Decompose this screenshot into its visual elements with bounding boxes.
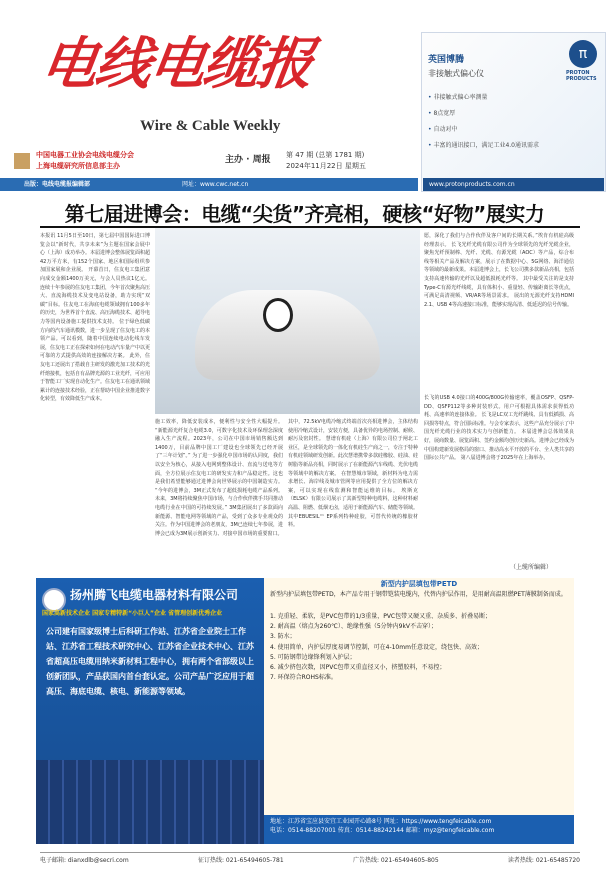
site-url[interactable]: 网址：www.cwc.net.cn <box>181 181 249 188</box>
ad-company-tagline: 国家高新技术企业 国家专精特新“小巨人”企业 省管理创新优秀企业 <box>42 610 223 617</box>
ad-product-feature: 6. 减少挤包次数，因PVC包带又重直径又小，挤塑胶料，不易控； <box>270 664 446 672</box>
ad-contact <box>264 815 574 844</box>
ad-title: 非接触式偏心仪 <box>428 69 484 78</box>
footer-subscription-phone: 征订热线: 021-65494605-781 <box>197 857 284 864</box>
sponsor-seal-icon <box>14 153 30 169</box>
ad-product-title: 新型内护层填包带PETD <box>380 580 458 588</box>
article-text: 愿，深化了我们与合作伙伴及客户间的长期关系。”埃肯有机硅高级经理表示。 长飞光纤光缆有限公司作为全球领先的光纤光缆企业，聚焦光纤预制棒、光纤、光缆、有源光缆（AOC）等产品，综合布线等相关产品及解决方案，展示了在数据中心、5G网络、海洋通信等领域的最新成果。本届进博会上，长飞公司携多款新品亮相，包括支持高速传输的光纤以及超低损耗光纤等。 其中最受关注的是支持Type-C有源光纤线缆，具有体积小、重量轻、传输距离长等优点，可满足高清视频、VR/AR等场景需求。 展出的无源光纤支持HDMI 2.1、USB 4等高速接口标准，能够实现高清、低延迟的信号传输。 <box>424 233 574 308</box>
article-column-5 <box>424 394 574 562</box>
ad-contact-line: 电话：0514-88207001 传真：0514-88242144 邮箱：myz@tengfeicable.com <box>270 827 495 834</box>
ad-product-feature: 1. 克重轻、柔软，是PVC包带的1/3重量，PVC包带又硬又重、杂质多、折叠易断； <box>270 613 492 620</box>
headline: 第七届进博会：电缆“尖货”齐亮相，硬核“好物”展实力 <box>64 202 545 226</box>
masthead <box>0 0 400 200</box>
publisher-label: 出版：电线电缆报编辑部 <box>24 181 91 188</box>
ad-brand: 英国博腾 <box>428 55 465 65</box>
ad-company-name: 扬州腾飞电缆电器材料有限公司 <box>70 588 239 602</box>
ad-features <box>428 90 539 154</box>
article-column-1 <box>40 232 150 572</box>
ad-product-feature: 5. 可防钢带边缘锋利划入护层； <box>270 653 356 661</box>
ad-feature: • 8点宽厚 <box>428 106 539 122</box>
address-bar <box>0 178 418 191</box>
newspaper-logo: 电线电缆报 <box>36 31 317 97</box>
sponsor-lines <box>36 150 134 172</box>
article-text: 其中，72.5kV电缆冷缩式终端首次亮相进博会，主体结构使用冷缩式设计，安装方便，具备优异的电场控制、耐候、耐污及密封性。 慧谱有机硅（上海）有限公司位于闸北工业区，是全球领先的一体化有机硅生产商之一，专注于特种有机硅领域研发创新。此次慧谱携带多款硅橡胶、硅油、硅树脂等新品亮相，同时展示了在新能源汽车线缆、光伏电缆等领域中的解决方案。 在智慧城市领域，新材料为电力需求增长、海岸线及城市管网等应用提供了全方位的解决方案，可以实现在线监测和智能运维的目标。 埃斯克（ELSK）有限公司展示了其新型特种电缆料，这种材料耐高温、阻燃、低烟无卤，适用于新能源汽车、储能等领域。其中EBUESIL™ EP系列特种硅胶，可替代传统的橡胶材料。 <box>288 419 418 529</box>
footer-email[interactable]: 电子邮箱: dianxdlb@secri.com <box>40 857 129 864</box>
article-byline: （上缆所编辑） <box>510 564 553 571</box>
article-column-4 <box>424 232 574 392</box>
issue-number: 第 47 期 (总第 1781 期) <box>286 151 365 159</box>
cable-reel-image <box>36 760 264 844</box>
ad-url[interactable]: www.protonproducts.com.cn <box>423 178 604 191</box>
sponsor-line: 上海电缆研究所信息部主办 <box>36 162 120 170</box>
article-photo <box>155 228 420 414</box>
footer-reader-phone: 读者热线: 021-65485720 <box>507 857 580 864</box>
article-text: 长飞的USB 4.0接口的400G/800G传输速率，覆盖OSFP、QSFP-DD、QSFP112等多种封装形式。用户可根据具体需求获得低功耗、高速率的连接体验。 长飞是LC双工光纤跳线、具有低插损、高回损等特点，符合国际标准。与会专家表示，这些产品充分展示了中国光纤光缆行业的技术实力与创新能力。 本届进博会总体效果良好，展商数量、展览面积、签约金额均创历史新高。进博会已经成为中国构建新发展格局的窗口、推动高水平开放的平台、全人类共享的国际公共产品。 第八届进博会将于2025年在上海举办。 <box>424 395 574 462</box>
article-text: 本报讯 11月5日至10日，第七届中国国际进口博览会以“新时代，共享未来”为主题在国家会展中心（上海）成功举办。本届进博会整体展览面积超42万平方米，有152个国家、地区和国际组织参加国家展和企业展。 开幕首日，住友电工集团意向成交金额1400万美元，与会人员热议1亿元。连续十年参展的住友电工集团，今年首次聚焦高压大、直流海缆技术及变电站设备，助力实现“双碳”目标。住友电工在海底电缆领域拥有100多年的历史，为世界首个直流、高压海缆技术、超导电力等国内设备施工提供技术支持。 位于绿色低碳方向的汽车通讯模数，进一步呈现了住友电工的本领产品。可以看到，随着中国连续电动化线车发展，住友电工正在探索如何在电动汽车量产中以更可靠的方式提供高效的连接解决方案。 此外，住友电工还展出了搭载自主研发的激光加工技术的光纤熔接机，包括自有品牌光源的工业光纤，可应用于智能工厂实现自动化生产。住友电工在通讯领域累计的连接技术经验，正在帮助中国企业推进数字化转型，有效降低生产成本。 <box>40 233 150 403</box>
article-column-2 <box>155 418 283 572</box>
footer <box>40 852 580 864</box>
ad-product-features <box>270 612 570 683</box>
ad-contact-line: 地址：江苏省宝应县安宜工业园开心路8号 网址：https://www.tengfeicable.com <box>270 818 492 825</box>
sponsor-line: 中国电器工业协会电线电缆分会 <box>36 151 134 159</box>
ad-product-feature: 3. 防水； <box>270 633 296 641</box>
sponsor-block <box>14 150 134 172</box>
issue-info <box>286 150 366 172</box>
article-text: 施工效率，降低安装成本，便利性与安全性大幅提升。 “新能源光纤复合电缆3.0，可数字化技术及环保理念深度融入生产流程。2023年，公司在中国市场销售额达到1400万，目前品牌中国工厂建设也全球领先已经开展了“三年计划”。” 为了进一步强化中国市场的认同度，我们以安全为核心，从接入电网到整体设计、直流与送电等方面，全方位展示住友电工的研发实力和产品稳定性。这也是我们希望能够通过进博会向世界展示的中国制造实力。 “今年的进博会，3M正式发布了超低损耗电缆产品系列。未来，3M将持续聚焦中国市场，与合作伙伴携手共同推动电缆行业在中国的可持续发展。” 3M集团展出了多款面向新能源、智能电网等领域的产品，受到了众多专业观众的关注。作为中国进博会的老朋友，3M已连续七年参展，进博会已成为3M展示创新实力、对接中国市场的重要窗口。 <box>155 419 283 537</box>
ad-product-feature: 7. 环保符合ROHS标准。 <box>270 674 337 682</box>
ad-feature: • 丰富的通讯接口，满足工业4.0通讯需求 <box>428 138 539 154</box>
ad-feature: • 非接触式偏心率测量 <box>428 90 539 106</box>
proton-logo-icon: π <box>569 40 597 68</box>
ad-product-feature: 4. 使用简单，内护层厚度易调节控制，可在4-10mm任意设定，绕包快、高效； <box>270 643 483 651</box>
article-column-3 <box>288 418 418 572</box>
panda-mascot-image <box>263 298 293 332</box>
publish-type: 主办 · 周报 <box>225 155 271 165</box>
newspaper-logo-english: Wire & Cable Weekly <box>140 118 281 134</box>
proton-logo-text: PROTON PRODUCTS <box>566 70 597 82</box>
ad-feature: • 自动对中 <box>428 122 539 138</box>
ad-company-body: 公司建有国家级博士后科研工作站、江苏省企业院士工作站、江苏省工程技术研究中心、江苏省企业技术中心、江苏省超高压电缆用纳米新材料工程中心，拥有两个省部级以上创新团队，产品获国内首台套认定。公司产品广泛应用于超高压、海底电缆、核电、新能源等领域。 <box>46 627 254 696</box>
issue-date: 2024年11月22日 星期五 <box>286 162 366 170</box>
ad-product-intro: 新型内护层填包带PETD，本产品专用于钢带铠装电缆内，代替内护层作用，是用耐高温阻燃PET薄膜制备而成。 <box>270 591 567 598</box>
footer-ad-phone: 广告热线: 021-65494605-805 <box>352 857 439 864</box>
ad-product-feature: 2. 耐高温（熔点为260℃）、绝缘性强（5分钟内9kV不击穿）； <box>270 623 438 631</box>
